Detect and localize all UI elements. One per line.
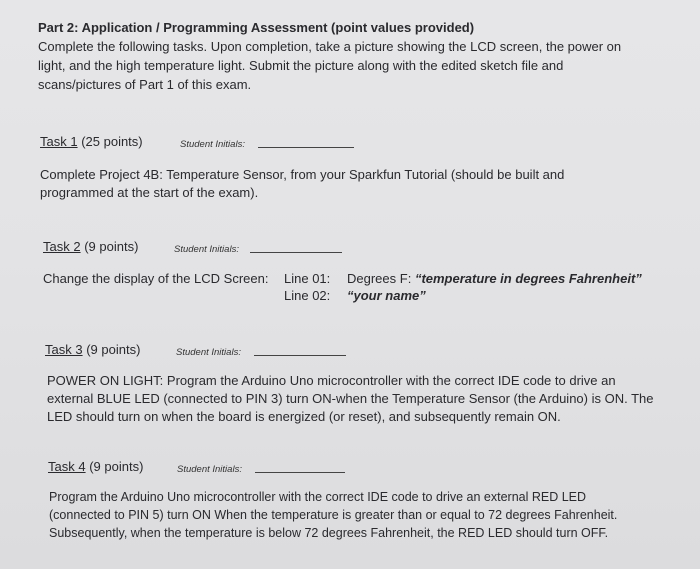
- task-4-initials-line[interactable]: [255, 461, 345, 473]
- task-1-points: (25 points): [81, 134, 143, 149]
- task-4-body-1: Program the Arduino Uno microcontroller with the correct IDE code to drive an external RED LED: [49, 490, 587, 504]
- task-2-heading: [43, 238, 138, 255]
- task-4-heading: [48, 458, 143, 475]
- task-2-line1-content: [347, 270, 642, 287]
- task-2-line1-prefix: Degrees F:: [347, 271, 412, 286]
- intro-line-1: Complete the following tasks. Upon completion, take a picture showing the LCD screen, the power on: [38, 39, 622, 54]
- page-title: Part 2: Application / Programming Assessment (point values provided): [38, 20, 475, 35]
- task-3-heading: [45, 341, 140, 358]
- task-2-line1-value: “temperature in degrees Fahrenheit”: [414, 271, 642, 286]
- intro-line-3: scans/pictures of Part 1 of this exam.: [38, 77, 252, 92]
- task-4-points: (9 points): [89, 459, 144, 474]
- task-2-line2-value: “your name”: [347, 288, 426, 303]
- task-1-body-2: programmed at the start of the exam).: [40, 185, 259, 200]
- task-4-body-3: Subsequently, when the temperature is below 72 degrees Fahrenheit, the RED LED should turn OFF.: [49, 526, 609, 540]
- task-3-body-3: LED should turn on when the board is energized (or reset), and subsequently remain ON.: [47, 409, 561, 424]
- task-1-initials-label: Student Initials:: [180, 139, 245, 150]
- task-3-body-1: POWER ON LIGHT: Program the Arduino Uno microcontroller with the correct IDE code to drive an: [47, 373, 616, 388]
- task-3-name: Task 3: [45, 342, 83, 357]
- task-1-initials-line[interactable]: [258, 136, 354, 148]
- task-2-points: (9 points): [84, 239, 139, 254]
- intro-line-2: light, and the high temperature light. Submit the picture along with the edited sketch file and: [38, 58, 564, 73]
- task-4-name: Task 4: [48, 459, 86, 474]
- task-3-initials-label: Student Initials:: [176, 347, 241, 358]
- task-2-change-label: Change the display of the LCD Screen:: [43, 271, 269, 286]
- task-1-name: Task 1: [40, 134, 78, 149]
- task-3-body-2: external BLUE LED (connected to PIN 3) turn ON-when the Temperature Sensor (the Arduino) is ON. The: [47, 391, 654, 406]
- task-2-initials-line[interactable]: [250, 241, 342, 253]
- task-2-line2-label: Line 02:: [284, 288, 331, 303]
- task-2-line1-label: Line 01:: [284, 271, 331, 286]
- task-2-initials-label: Student Initials:: [174, 244, 239, 255]
- task-4-body-2: (connected to PIN 5) turn ON When the temperature is greater than or equal to 72 degrees Fahrenheit.: [49, 508, 618, 522]
- task-1-body-1: Complete Project 4B: Temperature Sensor, from your Sparkfun Tutorial (should be built and: [40, 167, 565, 182]
- task-3-initials-line[interactable]: [254, 344, 346, 356]
- task-2-name: Task 2: [43, 239, 81, 254]
- task-3-points: (9 points): [86, 342, 141, 357]
- task-1-heading: [40, 133, 143, 150]
- task-4-initials-label: Student Initials:: [177, 464, 242, 475]
